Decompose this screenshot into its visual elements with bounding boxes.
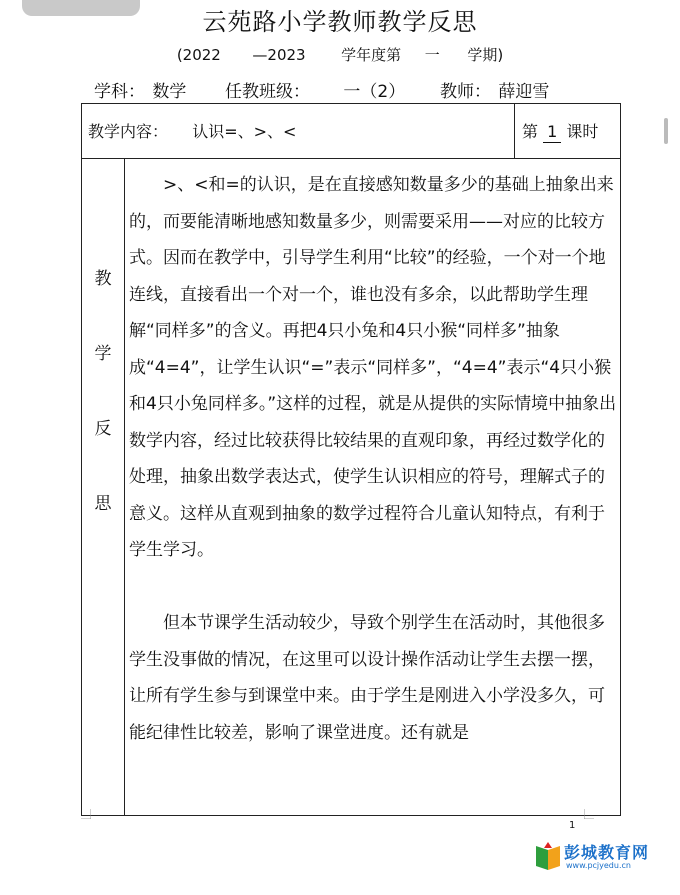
subject-field — [94, 77, 188, 104]
period-close: 学期) — [467, 46, 504, 64]
content-label: 教学内容： — [88, 122, 169, 141]
period-year: 学年度第 — [341, 46, 402, 64]
lesson-suffix: 课时 — [566, 122, 599, 141]
teaching-content — [88, 119, 296, 142]
side-char: 教 — [94, 269, 112, 289]
book-icon — [534, 842, 562, 872]
lesson-number: 1 — [543, 122, 561, 143]
watermark-name: 彭城教育网 — [564, 843, 650, 862]
lesson-prefix: 第 — [522, 122, 539, 141]
watermark-logo — [534, 838, 664, 878]
teacher-label: 教师： — [440, 82, 491, 102]
period-open: (2022 — [176, 46, 221, 64]
crop-mark — [81, 809, 91, 819]
side-label — [82, 264, 124, 564]
reflection-table — [81, 103, 621, 816]
class-label: 任教班级： — [225, 82, 310, 102]
class-value: 一（2） — [315, 82, 413, 104]
period-num: 一 — [424, 46, 440, 64]
crop-mark — [584, 809, 594, 819]
side-char: 反 — [94, 419, 112, 439]
period-dash: —2023 — [252, 46, 306, 64]
content-row — [82, 104, 620, 159]
content-value: 认识=、>、< — [192, 122, 297, 141]
teacher-value: 薛迎雪 — [498, 82, 550, 102]
page-title: 云苑路小学教师教学反思 — [202, 8, 478, 36]
paragraph: 但本节课学生活动较少，导致个别学生在活动时，其他很多学生没事做的情况，在这里可以设计操作活动让学生去摆一摆，让所有学生参与到课堂中来。由于学生是刚进入小学没多久，可能纪律性比较差，影响了课堂进度。还有就是 — [129, 613, 605, 743]
reflection-body — [129, 167, 619, 751]
teacher-field — [440, 77, 551, 104]
subject-value: 数学 — [152, 82, 187, 102]
scrollbar[interactable] — [664, 118, 668, 144]
school-period — [0, 44, 680, 65]
row-divider — [514, 104, 515, 159]
side-char: 学 — [94, 344, 112, 364]
subject-label: 学科： — [94, 82, 145, 102]
page-number: 1 — [569, 820, 576, 831]
column-divider — [124, 159, 125, 816]
paragraph: >、<和=的认识，是在直接感知数量多少的基础上抽象出来的，而要能清晰地感知数量多少，则需要采用——对应的比较方式。因而在教学中，引导学生利用“比较”的经验，一个对一个地连线，直接看出一个对一个，谁也没有多余，以此帮助学生理解“同样多”的含义。再把4只小兔和4只小猴“同样多”抽象成“4=4”，让学生认识“=”表示“同样多”，“4=4”表示“4只小猴和4只小兔同样多。”这样的过程，就是从提供的实际情境中抽象出数学内容，经过比较获得比较结果的直观印象，再经过数学化的处理，抽象出数学表达式，使学生认识相应的符号，理解式子的意义。这样从直观到抽象的数学过程符合儿童认知特点，有利于学生学习。 — [129, 175, 617, 560]
class-field — [225, 77, 413, 104]
side-char: 思 — [94, 494, 112, 514]
watermark-url: www.pcjyedu.cn — [566, 861, 631, 870]
lesson-count — [522, 119, 598, 143]
